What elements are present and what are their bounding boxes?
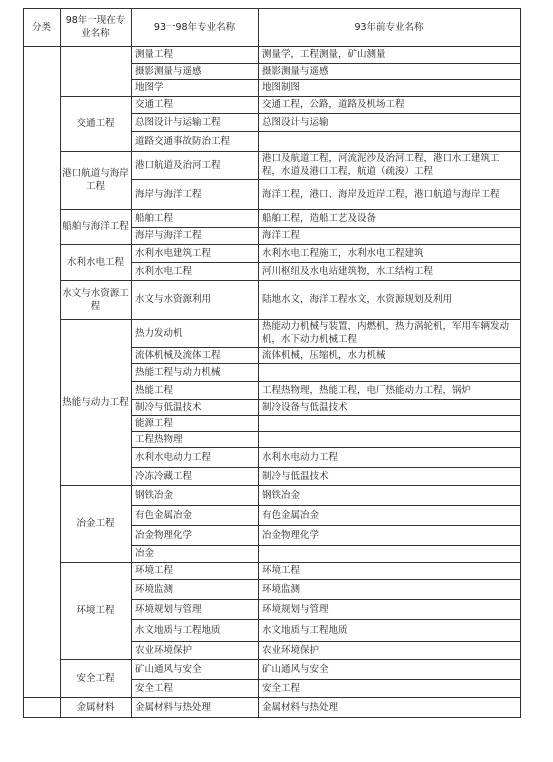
table-row-name-93-98: 冶金 xyxy=(135,548,155,559)
table-row-name-before-93: 水文地质与工程地质 xyxy=(262,624,348,636)
table-rule xyxy=(131,659,521,660)
table-row-name-before-93: 冶金物理化学 xyxy=(262,529,320,541)
table-row-name-before-93: 陆地水文，海洋工程水文，水资源规划及利用 xyxy=(262,294,453,305)
table-row-name-before-93: 制冷设备与低温技术 xyxy=(262,401,348,413)
table-row-name-93-98: 工程热物理 xyxy=(135,433,183,445)
table-rule xyxy=(131,697,521,698)
table-rule xyxy=(60,244,131,245)
table-row-name-93-98: 道路交通事故防治工程 xyxy=(135,135,231,147)
table-rule xyxy=(131,63,521,64)
table-row-name-before-93: 船舶工程，造船工艺及设备 xyxy=(262,212,377,224)
table-row-name-93-98: 环境规划与管理 xyxy=(135,603,202,615)
table-rule xyxy=(131,447,521,448)
table-rule xyxy=(131,505,521,506)
table-row-name-before-93 xyxy=(258,131,520,151)
table-rule xyxy=(60,319,131,320)
table-rule xyxy=(23,46,521,47)
table-row-name-93-98: 环境监测 xyxy=(135,583,174,595)
table-row-name-before-93: 海洋工程，港口、海岸及近岸工程，港口航道与海岸工程 xyxy=(262,188,500,200)
table-row-name-93-98: 水利水电建筑工程 xyxy=(135,247,212,259)
table-rule xyxy=(60,280,131,281)
table-rule xyxy=(23,8,521,9)
table-row-name-93-98: 海岸与海洋工程 xyxy=(135,230,202,241)
table-rule xyxy=(131,262,521,263)
table-rule xyxy=(23,697,60,698)
table-rule xyxy=(520,8,521,718)
table-rule xyxy=(131,679,521,680)
table-row-name-93-98: 钢铁冶金 xyxy=(135,489,174,501)
table-rule xyxy=(131,619,521,620)
table-row-name-93-98: 水利水电工程 xyxy=(135,265,193,277)
table-row-name-before-93: 环境规划与管理 xyxy=(262,603,329,615)
table-rule xyxy=(131,467,521,468)
table-row-name-93-98: 矿山通风与安全 xyxy=(135,663,202,675)
table-row-name-93-98: 水文地质与工程地质 xyxy=(135,624,221,636)
table-rule xyxy=(131,431,521,432)
group-name: 金属材料 xyxy=(76,701,115,713)
table-row-name-before-93 xyxy=(258,415,520,431)
table-row-name-93-98: 能源工程 xyxy=(135,417,174,429)
table-rule xyxy=(131,96,521,97)
table-rule xyxy=(23,717,521,718)
table-row-name-before-93: 总图设计与运输 xyxy=(262,116,329,128)
table-row-name-before-93: 有色金属冶金 xyxy=(262,509,320,521)
table-rule xyxy=(60,151,131,152)
group-name xyxy=(60,46,131,96)
table-row-name-93-98: 安全工程 xyxy=(135,682,174,694)
table-rule xyxy=(131,151,521,152)
table-rule xyxy=(131,131,521,132)
header-current-name: 98年一现在专业名称 xyxy=(65,15,126,39)
table-rule xyxy=(131,244,521,245)
table-row-name-before-93: 流体机械，压缩机，水力机械 xyxy=(262,349,386,361)
table-row-name-before-93 xyxy=(258,431,520,447)
table-rule xyxy=(131,381,521,382)
table-rule xyxy=(131,579,521,580)
table-rule xyxy=(60,8,61,718)
table-row-name-93-98: 冷冻冷藏工程 xyxy=(135,470,193,482)
table-rule xyxy=(131,525,521,526)
table-row-name-before-93: 热能动力机械与装置，内燃机，热力涡轮机，军用车辆发动机，水下动力机械工程 xyxy=(262,321,510,345)
table-rule xyxy=(60,659,131,660)
group-name: 安全工程 xyxy=(76,672,115,684)
table-row-name-93-98: 制冷与低温技术 xyxy=(135,401,202,413)
table-row-name-93-98: 农业环境保护 xyxy=(135,644,193,656)
table-row-name-before-93: 矿山通风与安全 xyxy=(262,663,329,675)
table-rule xyxy=(60,485,131,486)
table-row-name-before-93: 水利水电工程施工，水利水电工程建筑 xyxy=(262,247,424,259)
table-row-name-93-98: 金属材料与热处理 xyxy=(135,701,212,713)
table-rule xyxy=(131,599,521,600)
table-rule xyxy=(131,227,521,228)
table-rule xyxy=(258,8,259,718)
table-row-name-before-93: 测量学，工程测量，矿山测量 xyxy=(262,49,386,60)
table-rule xyxy=(131,363,521,364)
table-row-name-before-93: 工程热物理，热能工程，电厂热能动力工程，锅炉 xyxy=(262,384,472,396)
table-row-name-93-98: 摄影测量与遥感 xyxy=(135,65,202,77)
table-row-name-93-98: 地图学 xyxy=(135,82,164,93)
table-row-name-before-93: 金属材料与热处理 xyxy=(262,701,339,713)
table-rule xyxy=(131,641,521,642)
table-row-name-93-98: 环境工程 xyxy=(135,565,174,576)
table-row-name-before-93 xyxy=(258,363,520,381)
table-rule xyxy=(131,8,132,718)
table-row-name-before-93: 环境工程 xyxy=(262,565,301,576)
table-rule xyxy=(131,545,521,546)
table-row-name-93-98: 测量工程 xyxy=(135,49,174,60)
table-row-name-93-98: 船舶工程 xyxy=(135,212,174,224)
table-row-name-93-98: 水利水电动力工程 xyxy=(135,451,212,463)
table-row-name-before-93: 港口及航道工程，河流泥沙及治河工程，港口水工建筑工程，水道及港口工程，航道（疏浚）工程 xyxy=(262,153,500,177)
table-rule xyxy=(131,319,521,320)
table-row-name-93-98: 热能工程与动力机械 xyxy=(135,366,221,378)
table-row-name-before-93: 河川枢纽及水电站建筑物，水工结构工程 xyxy=(262,265,434,277)
table-row-name-before-93: 摄影测量与遥感 xyxy=(262,65,329,77)
table-rule xyxy=(23,8,24,718)
table-rule xyxy=(60,562,131,563)
table-row-name-before-93: 农业环境保护 xyxy=(262,644,320,656)
table-row-name-before-93: 海洋工程 xyxy=(262,230,301,241)
table-row-name-93-98: 流体机械及流体工程 xyxy=(135,349,221,361)
table-row-name-before-93: 水利水电动力工程 xyxy=(262,451,339,463)
table-rule xyxy=(131,347,521,348)
table-rule xyxy=(131,280,521,281)
table-row-name-93-98: 热能工程 xyxy=(135,384,174,396)
table-rule xyxy=(60,697,131,698)
header-name-before-93: 93年前专业名称 xyxy=(354,21,424,33)
table-rule xyxy=(131,113,521,114)
table-row-name-before-93: 钢铁冶金 xyxy=(262,489,301,501)
header-category: 分类 xyxy=(31,21,51,33)
table-row-name-before-93: 交通工程，公路，道路及机场工程 xyxy=(262,99,405,110)
table-rule xyxy=(60,96,131,97)
table-row-name-93-98: 海岸与海洋工程 xyxy=(135,188,202,200)
table-row-name-before-93: 地图制图 xyxy=(262,82,301,93)
group-name: 港口航道与海岸工程 xyxy=(62,168,129,192)
table-row-name-before-93: 环境监测 xyxy=(262,583,301,595)
table-row-name-before-93: 制冷与低温技术 xyxy=(262,470,329,482)
table-row-name-93-98: 港口航道及治河工程 xyxy=(135,159,221,171)
group-name: 水利水电工程 xyxy=(66,256,124,268)
group-name: 环境工程 xyxy=(76,605,115,616)
group-name: 水文与水资源工程 xyxy=(62,287,129,312)
table-row-name-93-98: 水文与水资源利用 xyxy=(135,294,212,305)
table-row-name-93-98: 总图设计与运输工程 xyxy=(135,116,221,128)
table-rule xyxy=(131,209,521,210)
table-row-name-before-93: 安全工程 xyxy=(262,682,301,694)
table-rule xyxy=(60,209,131,210)
table-rule xyxy=(131,415,521,416)
table-rule xyxy=(131,562,521,563)
table-rule xyxy=(131,179,521,180)
table-rule xyxy=(131,485,521,486)
table-row-name-93-98: 有色金属冶金 xyxy=(135,509,193,521)
table-row-name-93-98: 热力发动机 xyxy=(135,327,183,339)
header-name-93-98: 93一98年专业名称 xyxy=(153,21,236,33)
group-name: 热能与动力工程 xyxy=(62,396,129,408)
table-rule xyxy=(131,399,521,400)
table-row-name-93-98: 冶金物理化学 xyxy=(135,529,193,541)
table-row-name-before-93 xyxy=(258,545,520,562)
group-name: 冶金工程 xyxy=(76,518,115,529)
table-rule xyxy=(131,79,521,80)
group-name: 船舶与海洋工程 xyxy=(62,221,129,232)
group-name: 交通工程 xyxy=(76,118,115,129)
table-row-name-93-98: 交通工程 xyxy=(135,99,174,110)
